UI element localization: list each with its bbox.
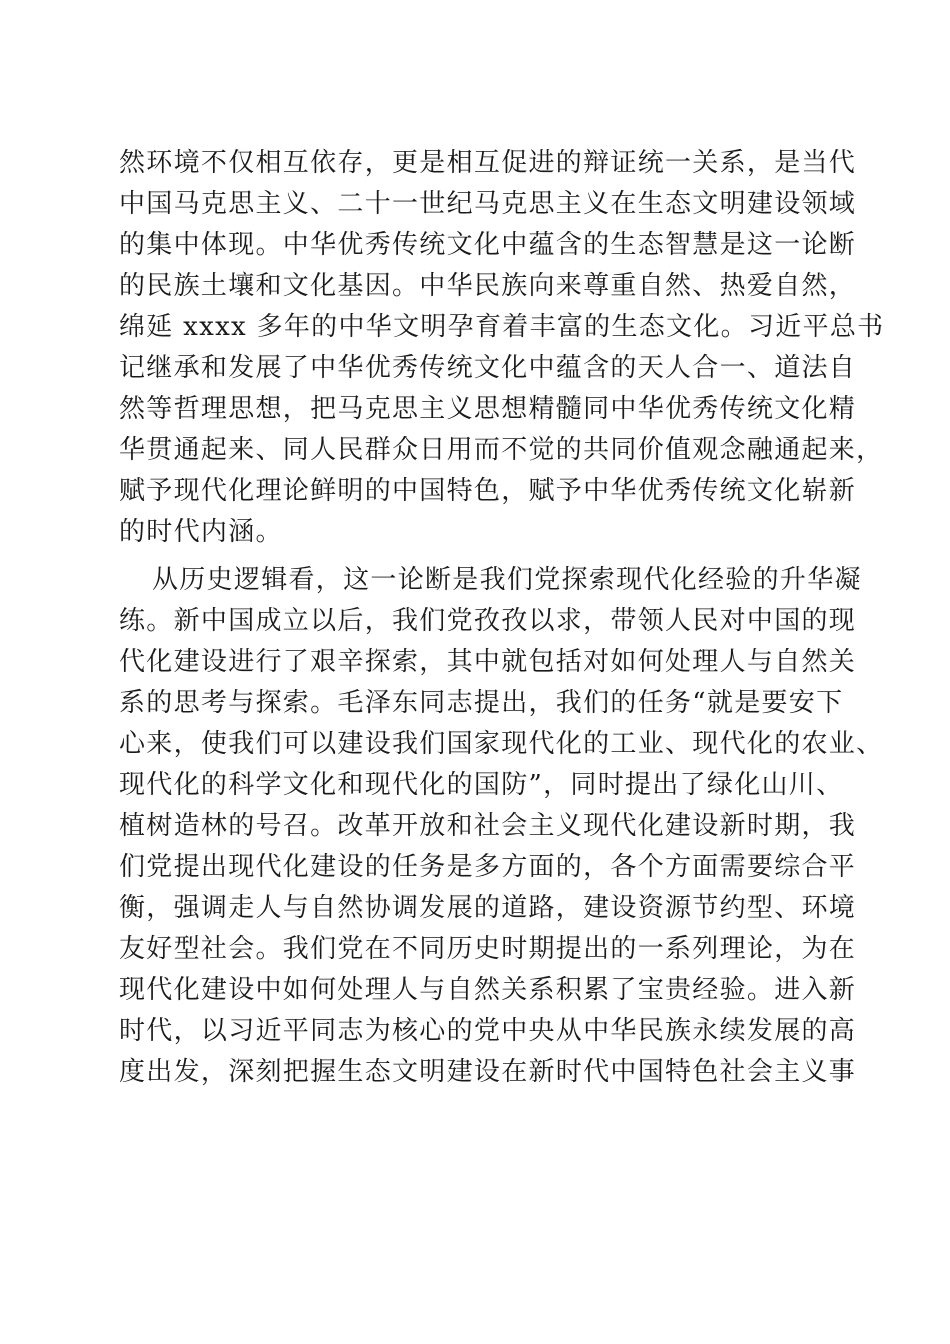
text-line: 华贯通起来、同人民群众日用而不觉的共同价值观念融通起来， [119,435,884,465]
text-line: 从历史逻辑看，这一论断是我们党探索现代化经验的升华凝 [152,565,862,595]
text-line: 然环境不仅相互依存，更是相互促进的辩证统一关系，是当代 [119,148,857,178]
text-line: 心来，使我们可以建设我们国家现代化的工业、现代化的农业、 [119,729,884,759]
text-line: 系的思考与探索。毛泽东同志提出，我们的任务“就是要安下 [119,688,844,718]
text-line: 练。新中国成立以后，我们党孜孜以求，带领人民对中国的现 [119,606,857,636]
text-line: 的集中体现。中华优秀传统文化中蕴含的生态智慧是这一论断 [119,230,857,260]
text-line: 绵延 xxxx 多年的中华文明孕育着丰富的生态文化。习近平总书 [119,312,885,342]
text-line: 的民族土壤和文化基因。中华民族向来尊重自然、热爱自然， [119,271,857,301]
text-line: 们党提出现代化建设的任务是多方面的，各个方面需要综合平 [119,852,857,882]
text-line: 现代化的科学文化和现代化的国防”，同时提出了绿化山川、 [119,770,844,800]
text-line: 时代，以习近平同志为核心的党中央从中华民族永续发展的高 [119,1016,857,1046]
text-line: 代化建设进行了艰辛探索，其中就包括对如何处理人与自然关 [119,647,857,677]
text-line: 赋予现代化理论鲜明的中国特色，赋予中华优秀传统文化崭新 [119,476,857,506]
text-line: 度出发，深刻把握生态文明建设在新时代中国特色社会主义事 [119,1057,857,1087]
text-line: 的时代内涵。 [119,517,283,547]
text-line: 然等哲理思想，把马克思主义思想精髓同中华优秀传统文化精 [119,394,857,424]
text-line: 衡，强调走人与自然协调发展的道路，建设资源节约型、环境 [119,893,857,923]
text-line: 中国马克思主义、二十一世纪马克思主义在生态文明建设领域 [119,189,857,219]
text-line: 植树造林的号召。改革开放和社会主义现代化建设新时期，我 [119,811,857,841]
text-line: 友好型社会。我们党在不同历史时期提出的一系列理论，为在 [119,934,857,964]
text-line: 记继承和发展了中华优秀传统文化中蕴含的天人合一、道法自 [119,353,857,383]
text-line: 现代化建设中如何处理人与自然关系积累了宝贵经验。进入新 [119,975,857,1005]
